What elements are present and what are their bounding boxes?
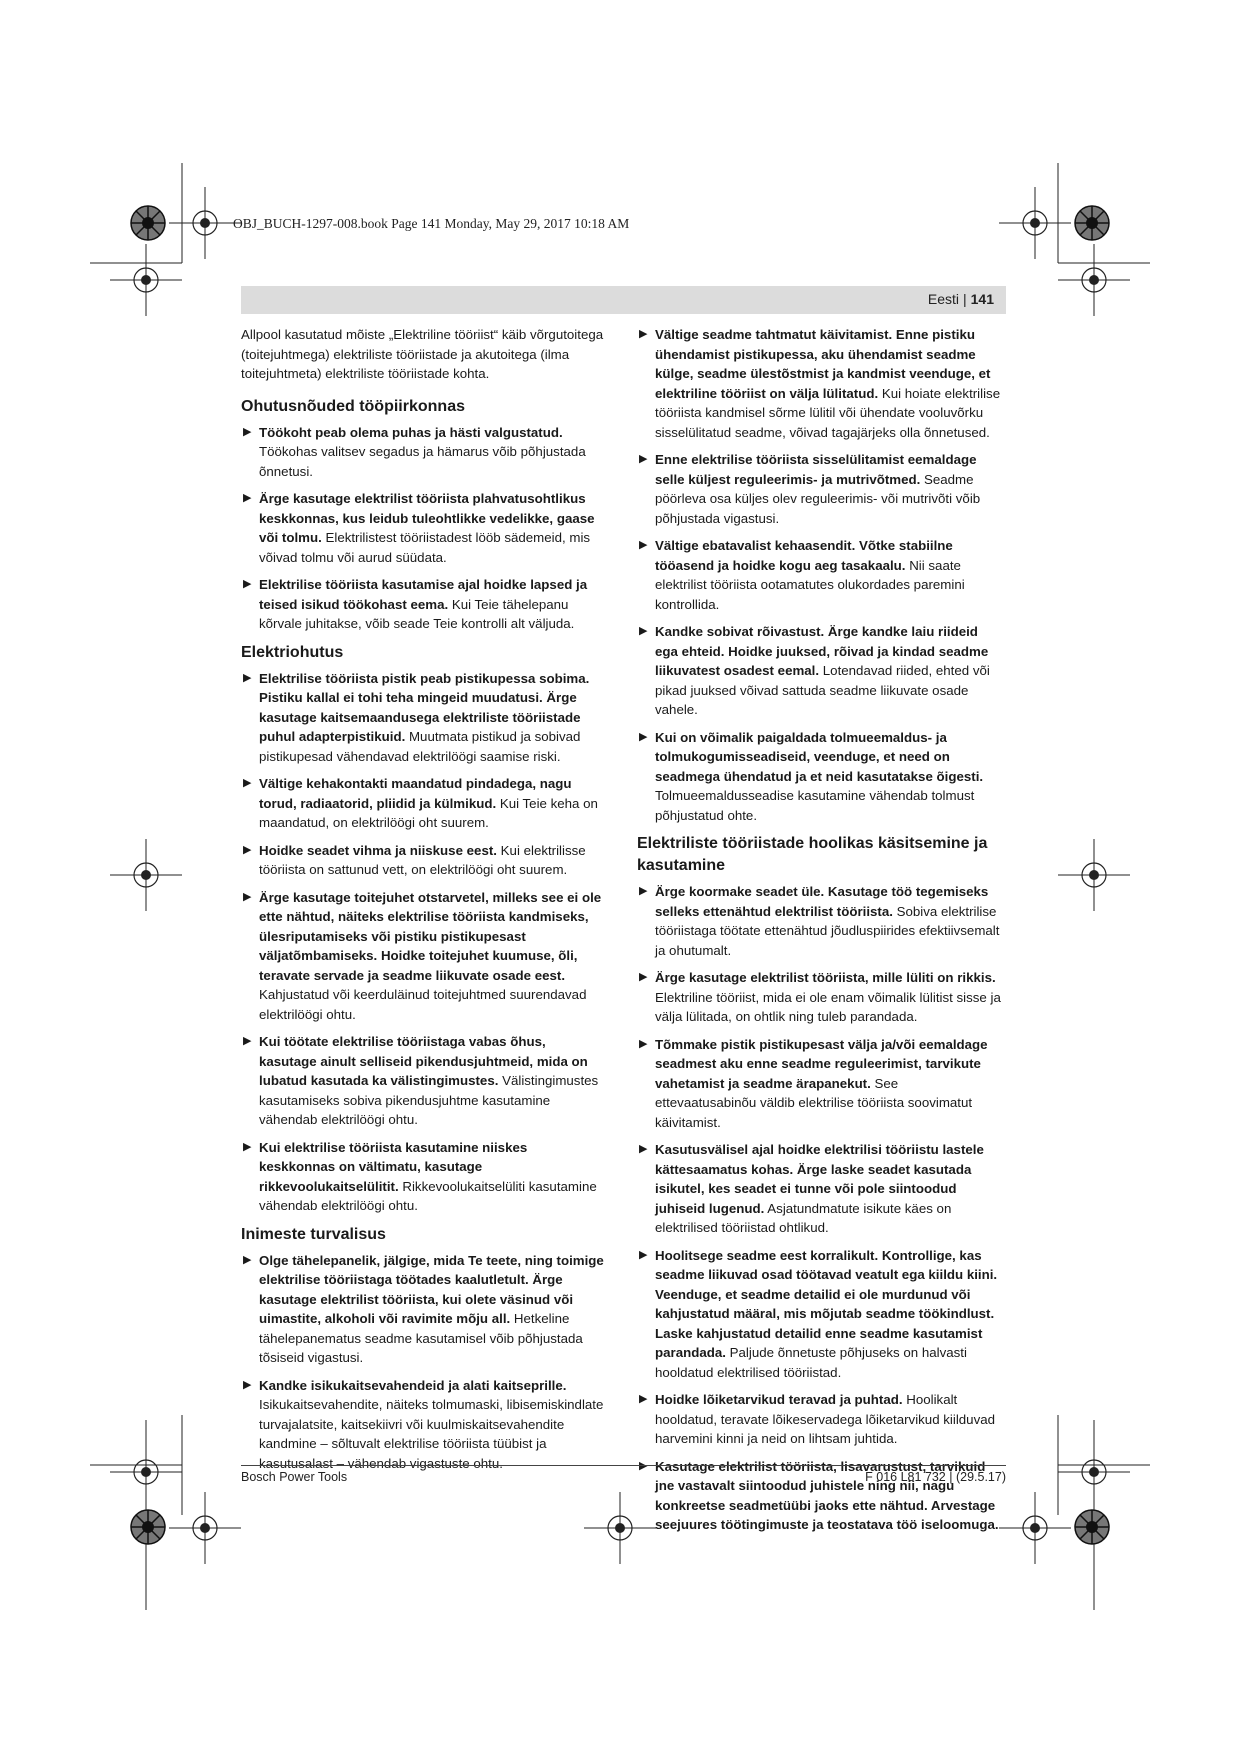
list-item: ▶ Elektrilise tööriista pistik peab pistikupessa sobima. Pistiku kallal ei tohi teha mingeid muudatusi. Ärge kasutage kaitsemaandusega elektriliste tööriistade puhul adapterpistikuid. Muutmata pistikud ja sobivad pistikupesad vähendavad elektrilöögi saamise riski. xyxy=(243,670,590,764)
footer-brand: Bosch Power Tools xyxy=(241,1470,348,1484)
intro-paragraph: Allpool kasutatud mõiste „Elektriline tööriist“ käib võrgutoitega (toitejuhtmega) elektriliste tööriistade ja akutoitega (ilma toitejuhtmeta) elektriliste tööriistade kohta. xyxy=(241,327,604,381)
list-item: ▶ Kui töötate elektrilise tööriistaga vabas õhus, kasutage ainult selliseid pikendusjuhtmeid, mida on lubatud kasutada ka välistingimustes. Välistingimustes kasutamiseks sobiva pikendusjuhtme kasutamine vähendab elektrilöögi ohtu. xyxy=(243,1034,599,1127)
list-item: ▶ Tõmmake pistik pistikupesast välja ja/või eemaldage seadmest aku enne seadme reguleerimist, tarvikute vahetamist ja seadme ärapanekut. See ettevaatusabinõu väldib elektrilise tööriista soovimatut käivitamist. xyxy=(639,1036,988,1130)
footer-doc-number: F 016 L81 732 | (29.5.17) xyxy=(865,1470,1006,1484)
list-item: ▶ Kasutage elektrilist tööriista, lisavarustust, tarvikuid jne vastavalt siintoodud juhistele ning nii, nagu konkreetse seadmetüübi jaoks ette nähtud. Arvestage seejuures töötingimuste ja teostatava töö iseloomuga. xyxy=(639,1458,999,1532)
left-column xyxy=(241,325,606,1481)
list-item: ▶ Kui elektrilise tööriista kasutamine niiskes keskkonnas on vältimatu, kasutage rikkevoolukaitselülitit. Rikkevoolukaitselüliti kasutamine vähendab elektrilöögi ohtu. xyxy=(243,1139,597,1213)
list-item: ▶ Hoidke seadet vihma ja niiskuse eest. Kui elektrilisse tööriista on sattunud vett, on elektrilöögi oht suurem. xyxy=(243,842,586,877)
electrical-list xyxy=(241,669,606,1216)
section-heading-electrical: Elektriohutus xyxy=(241,643,344,661)
list-item: ▶ Töökoht peab olema puhas ja hästi valgustatud. Töökohas valitsev segadus ja hämarus võib põhjustada õnnetusi. xyxy=(243,424,586,479)
book-header: OBJ_BUCH-1297-008.book Page 141 Monday, May 29, 2017 10:18 AM xyxy=(233,216,630,231)
list-item: ▶ Enne elektrilise tööriista sisselülitamist eemaldage selle küljest reguleerimis- ja mutrivõtmed. Seadme pöörleva osa küljes olev reguleerimis- või mutrivõti võib põhjustada vigastusi. xyxy=(639,452,981,526)
list-item: ▶ Hoolitsege seadme eest korralikult. Kontrollige, kas seadme liikuvad osad töötavad veatult ega kiildu kiini. Veenduge, et seadme detailid ei ole murdunud või kahjustatud määral, mis mõjutab seadme töökindlust. Laske kahjustatud detailid enne seadme kasutamist parandada. Paljude õnnetuste põhjuseks on halvasti hooldatud elektrilised tööriistad. xyxy=(639,1247,998,1380)
section-heading-handling: Elektriliste tööriistade hoolikas käsitsemine ja kasutamine xyxy=(637,835,988,874)
list-item: ▶ Kandke isikukaitsevahendeid ja alati kaitseprille. Isikukaitsevahendite, näiteks tolmumaski, libisemiskindlate turvajalatsite, kaitsekiivri või kuulmiskaitsevahendite kandmine – sõltuvalt elektrilise tööriista tüübist ja kasutusalast – vähendab vigastuste ohtu. xyxy=(243,1377,604,1471)
list-item: ▶ Ärge kasutage elektrilist tööriista, mille lüliti on rikkis. Elektriline tööriist, mida ei ole enam võimalik lülitist sisse ja välja lülitada, on ohtlik ning tuleb parandada. xyxy=(639,970,1001,1024)
page-header-band xyxy=(241,286,1006,314)
list-item: ▶ Elektrilise tööriista kasutamise ajal hoidke lapsed ja teised isikud töökohast eema. Kui Teie tähelepanu kõrvale juhitakse, võib seade Teie kontrolli alt väljuda. xyxy=(243,577,588,631)
handling-list xyxy=(637,882,1002,1535)
list-item: ▶ Hoidke lõiketarvikud teravad ja puhtad. Hoolikalt hooldatud, teravate lõikeservadega lõiketarvikud kiilduvad harvemini kinni ja neid on lihtsam juhtida. xyxy=(639,1392,996,1446)
list-item: ▶ Ärge kasutage toitejuhet otstarvetel, milleks see ei ole ette nähtud, näiteks elektrilise tööriista kandmiseks, ülesriputamiseks või pistiku pistikupesast väljatõmbamiseks. Hoidke toitejuhet kuumuse, õli, teravate servade ja seadme liikuvate osade eest. Kahjustatud või keerduläinud toitejuhtmed suurendavad elektrilöögi ohtu. xyxy=(243,889,602,1022)
list-item: ▶ Ärge kasutage elektrilist tööriista plahvatusohtlikus keskkonnas, kus leidub tuleohtlikke vedelikke, gaase või tolmu. Elektrilistest tööriistadest lööb sädemeid, mis võivad tolmu või aurud süüdata. xyxy=(243,491,595,565)
list-item: ▶ Olge tähelepanelik, jälgige, mida Te teete, ning toimige elektrilise tööriistaga töötades kaalutletult. Ärge kasutage elektrilist tööriista, kui olete väsinud või uimastite, alkoholi või ravimite mõju all. Hetkeline tähelepanematus seadme kasutamisel võib põhjustada tõsiseid vigastusi. xyxy=(243,1252,604,1365)
page-number: 141 xyxy=(970,291,994,307)
list-item: ▶ Vältige kehakontakti maandatud pindadega, nagu torud, radiaatorid, pliidid ja külmikud. Kui Teie keha on maandatud, on elektrilöögi oht suurem. xyxy=(243,776,598,830)
list-item: ▶ Vältige ebatavalist kehaasendit. Võtke stabiilne tööasend ja hoidke kogu aeg tasakaalu. Nii saate elektrilist tööriista ootamatutes olukordades paremini kontrollida. xyxy=(639,538,965,612)
workplace-list xyxy=(241,423,606,634)
personal-list-part1 xyxy=(241,1251,606,1474)
language-label: Eesti xyxy=(927,291,959,307)
page-header xyxy=(928,291,994,307)
section-heading-workplace: Ohutusnõuded tööpiirkonnas xyxy=(241,397,465,415)
list-item: ▶ Ärge koormake seadet üle. Kasutage töö tegemiseks selleks ettenähtud elektrilist tööriista. Sobiva elektrilise tööriistaga töötate ettenähtud jõudluspiirides efektiivsemalt ja ohutumalt. xyxy=(639,884,1000,958)
list-item: ▶ Kui on võimalik paigaldada tolmueemaldus- ja tolmukogumisseadiseid, veenduge, et need on seadmega ühendatud ja et neid kasutatakse õigesti. Tolmueemaldusseadise kasutamine vähendab tolmust põhjustatud ohte. xyxy=(639,729,984,823)
header-separator: | xyxy=(963,291,967,307)
list-item: ▶ Kandke sobivat rõivastust. Ärge kandke laiu riideid ega ehteid. Hoidke juuksed, rõivad ja kindad seadme liikuvatest osadest eemal. Lotendavad riided, ehted või pikad juuksed võivad sattuda seadme liikuvate osade vahele. xyxy=(639,624,990,717)
list-item: ▶ Kasutusvälisel ajal hoidke elektrilisi tööriistu lastele kättesaamatus kohas. Ärge laske seadet kasutada isikutel, kes seadet ei tunne või pole siintoodud juhiseid lugenud. Asjatundmatute isikute käes on elektrilised tööriistad ohtlikud. xyxy=(639,1142,984,1235)
right-column xyxy=(637,325,1002,1543)
footer-rule xyxy=(241,1465,1006,1466)
list-item: ▶ Vältige seadme tahtmatut käivitamist. Enne pistiku ühendamist pistikupessa, aku ühendamist seadme külge, seadme ülestõstmist ja kandmist veenduge, et elektriline tööriist on välja lülitatud. Kui hoiate elektrilise tööriista kandmisel sõrme lülitil või ühendate vooluvõrku sisselülitatud seadme, võivad tagajärjeks olla õnnetused. xyxy=(639,327,1001,440)
personal-list-part2 xyxy=(637,325,1002,825)
section-heading-personal: Inimeste turvalisus xyxy=(241,1225,386,1243)
